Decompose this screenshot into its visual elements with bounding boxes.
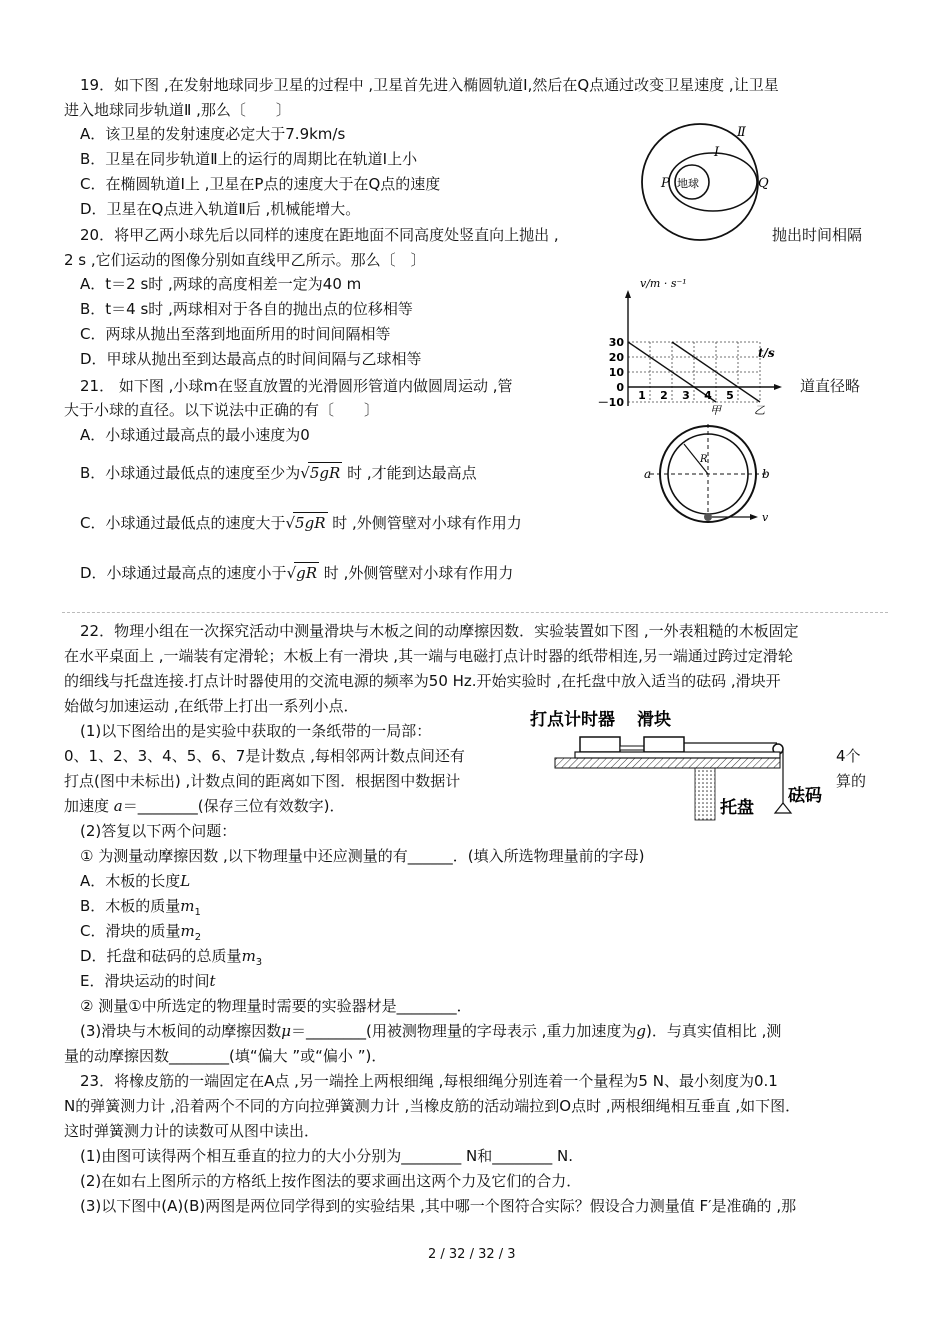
orbit-label-I: Ⅰ (714, 145, 720, 160)
subscript: 2 (194, 932, 202, 943)
q21-option-d-text: D．小球通过最高点的速度小于 (80, 564, 287, 582)
q22-para-line4: 始做匀加速运动 ,在纸带上打出一系列小点． (64, 697, 359, 715)
var-t: t (209, 972, 216, 990)
text: (3)滑块与木板间的动摩擦因数 (80, 1022, 282, 1040)
text: B．木板的质量 (80, 897, 181, 915)
q19-option-d: D．卫星在Q点进入轨道Ⅱ后 ,机械能增大。 (80, 200, 361, 218)
point-p-label: P (661, 176, 670, 191)
tray-label: 托盘 (720, 798, 754, 818)
radius-label: R (700, 454, 708, 465)
q21-option-a: A．小球通过最高点的最小速度为0 (80, 426, 310, 444)
velocity-time-chart (590, 265, 790, 427)
series-label: 甲 (710, 404, 721, 417)
var-a: a (113, 797, 123, 815)
q20-option-c: C．两球从抛出至落到地面所用的时间间隔相等 (80, 325, 391, 343)
radicand: 5gR (295, 514, 326, 532)
subscript: 1 (194, 907, 201, 918)
q19-stem-line1: 19．如下图 ,在发射地球同步卫星的过程中 ,卫星首先进入椭圆轨道Ⅰ,然后在Q点通过改变卫星速度 ,让卫星 (80, 76, 779, 94)
text: D．托盘和砝码的总质量 (80, 947, 242, 965)
q19-option-c: C．在椭圆轨道Ⅰ上 ,卫星在P点的速度大于在Q点的速度 (80, 175, 441, 193)
weight-label: 砝码 (788, 786, 822, 806)
text: A．木板的长度 (80, 872, 181, 890)
q21-stem-line1-end: 道直径略 (800, 377, 861, 395)
subscript: 3 (255, 957, 263, 968)
q23-para-line1: 23．将橡皮筋的一端固定在A点 ,另一端拴上两根细绳 ,每根细绳分别连着一个量程为5 N、最小刻度为0.1 (80, 1072, 778, 1090)
q22-sub1-line3-end: 算的 (836, 772, 867, 790)
section-divider (62, 612, 888, 613)
q20-stem-line2: 2 s ,它们运动的图像分别如直线甲乙所示。那么〔 〕 (64, 251, 426, 269)
q20-stem-line1-end: 抛出时间相隔 (772, 226, 863, 244)
text: ＝________(用被测物理量的字母表示 ,重力加速度为 (291, 1022, 637, 1040)
q22-option-d (80, 946, 262, 973)
var-m: m (180, 897, 195, 915)
x-tick-label: 5 (726, 389, 734, 402)
q20-stem-line1: 20．将甲乙两小球先后以同样的速度在距地面不同高度处竖直向上抛出 , (80, 226, 559, 244)
x-tick-label: 3 (682, 389, 690, 402)
q23-sub3: (3)以下图中(A)(B)两图是两位同学得到的实验结果 ,其中哪一个图符合实际？假设合力测量值 F′是准确的 ,那 (80, 1197, 797, 1215)
radicand: 5gR (309, 464, 341, 482)
q21-option-c-text: C．小球通过最低点的速度大于 (80, 514, 286, 532)
text: 加速度 (64, 797, 114, 815)
q21-option-c (80, 512, 522, 533)
y-axis-arrow (625, 290, 631, 298)
sqrt-gr: √gR (286, 564, 318, 582)
q20-option-a: A．t＝2 s时 ,两球的高度相差一定为40 m (80, 275, 362, 293)
q23-sub1: (1)由图可读得两个相互垂直的拉力的大小分别为________ N和________ N. (80, 1147, 573, 1165)
sqrt-5gr: √5gR (300, 464, 341, 482)
x-axis-arrow (774, 384, 782, 390)
q21-option-c-tail: 时 ,外侧管壁对小球有作用力 (327, 514, 522, 532)
q22-option-b (80, 896, 201, 923)
q22-sub3-line2: 量的动摩擦因数________(填“偏大 ”或“偏小 ”)． (64, 1047, 387, 1065)
q22-sub3-line1 (80, 1021, 781, 1041)
text: C．滑块的质量 (80, 922, 181, 940)
var-mu: μ (281, 1022, 291, 1040)
y-tick-label: 20 (608, 351, 624, 364)
x-tick-label: 2 (660, 389, 668, 402)
q21-stem-line2: 大于小球的直径。以下说法中正确的有〔 〕 (64, 401, 380, 419)
sqrt-5gr: √5gR (285, 514, 326, 532)
q22-sub1-line1: (1)以下图给出的是实验中获取的一条纸带的一局部： (80, 722, 432, 740)
slider-label: 滑块 (637, 710, 671, 730)
orbit-diagram (630, 120, 775, 245)
y-tick-label: 10 (608, 366, 624, 379)
q22-sub1-line2: 0、1、2、3、4、5、6、7是计数点 ,每相邻两计数点间还有 (64, 747, 465, 765)
point-a-label: a (644, 467, 652, 481)
q21-option-b-tail: 时 ,才能到达最高点 (342, 464, 477, 482)
q22-para-line3: 的细线与托盘连接.打点计时器使用的交流电源的频率为50 Hz.开始实验时 ,在托盘中放入适当的砝码 ,滑块开 (64, 672, 781, 690)
q20-option-b: B．t＝4 s时 ,两球相对于各自的抛出点的位移相等 (80, 300, 413, 318)
timer-box (580, 737, 620, 752)
point-q-label: Q (758, 176, 769, 191)
q21-stem-line1: 21． 如下图 ,小球m在竖直放置的光滑圆形管道内做圆周运动 ,管 (80, 377, 513, 395)
q23-para-line2: N的弹簧测力计 ,沿着两个不同的方向拉弹簧测力计 ,当橡皮筋的活动端拉到O点时 ,两根细绳相互垂直 ,如下图． (64, 1097, 801, 1115)
var-m: m (180, 922, 195, 940)
y-tick-label: －10 (597, 396, 624, 409)
orbit-label-II: Ⅱ (737, 125, 746, 140)
q22-sub2-q2: ② 测量①中所选定的物理量时需要的实验器材是________． (80, 997, 472, 1015)
earth-label: 地球 (677, 177, 699, 190)
q19-stem-line2: 进入地球同步轨道Ⅱ ,那么〔 〕 (64, 101, 291, 119)
var-m: m (241, 947, 256, 965)
q23-sub2: (2)在如右上图所示的方格纸上按作图法的要求画出这两个力及它们的合力． (80, 1172, 582, 1190)
chart-series (628, 342, 765, 417)
q23-para-line3: 这时弹簧测力计的读数可从图中读出． (64, 1122, 320, 1140)
y-tick-label: 30 (608, 336, 624, 349)
page-number: 2 / 32 / 32 / 3 (428, 1247, 516, 1262)
table-leg (695, 768, 715, 820)
radicand: gR (296, 564, 318, 582)
q22-option-a (80, 871, 190, 891)
q21-option-d-tail: 时 ,外侧管壁对小球有作用力 (319, 564, 514, 582)
q22-option-c (80, 921, 201, 948)
series-label: 乙 (754, 404, 765, 417)
chart-ticks (598, 336, 734, 409)
chart-x-label: t/s (758, 346, 775, 360)
q22-sub1-line4 (64, 796, 344, 816)
q22-sub1-line2-end: 4个 (836, 747, 861, 765)
slider-box (644, 737, 684, 752)
q19-option-a: A．该卫星的发射速度必定大于7.9km/s (80, 125, 346, 143)
x-tick-label: 1 (638, 389, 646, 402)
q22-para-line2: 在水平桌面上 ,一端装有定滑轮；木板上有一滑块 ,其一端与电磁打点计时器的纸带相连,另一端通过跨过定滑轮 (64, 647, 793, 665)
q21-option-b (80, 462, 477, 483)
q21-option-b-text: B．小球通过最低点的速度至少为 (80, 464, 301, 482)
friction-apparatus-diagram (525, 705, 840, 825)
y-tick-label: 0 (616, 381, 624, 394)
q20-option-d: D．甲球从抛出至到达最高点的时间间隔与乙球相等 (80, 350, 422, 368)
board (575, 752, 780, 758)
q22-sub2-q1: ① 为测量动摩擦因数 ,以下物理量中还应测量的有______．(填入所选物理量前的字母) (80, 847, 645, 865)
velocity-label: v (762, 511, 769, 524)
q22-sub1-line3: 打点(图中未标出) ,计数点间的距离如下图．根据图中数据计 (64, 772, 461, 790)
q22-option-e (80, 971, 216, 991)
q21-option-d (80, 562, 513, 583)
point-b-label: b (762, 467, 770, 481)
circular-pipe-diagram (640, 422, 780, 527)
chart-y-label: v/m · s⁻¹ (640, 277, 687, 290)
q22-sub2: (2)答复以下两个问题： (80, 822, 237, 840)
var-l: L (180, 872, 191, 890)
q22-para-line1: 22．物理小组在一次探究活动中测量滑块与木板之间的动摩擦因数．实验装置如下图 ,一外表粗糙的木板固定 (80, 622, 799, 640)
text: E．滑块运动的时间 (80, 972, 210, 990)
text: ＝________(保存三位有效数字)． (122, 797, 345, 815)
q19-option-b: B．卫星在同步轨道Ⅱ上的运行的周期比在轨道Ⅰ上小 (80, 150, 418, 168)
text: )．与真实值相比 ,测 (646, 1022, 782, 1040)
timer-label: 打点计时器 (530, 710, 615, 730)
tabletop (555, 758, 780, 768)
x-tick-label: 4 (704, 389, 712, 402)
var-g: g (636, 1022, 646, 1040)
